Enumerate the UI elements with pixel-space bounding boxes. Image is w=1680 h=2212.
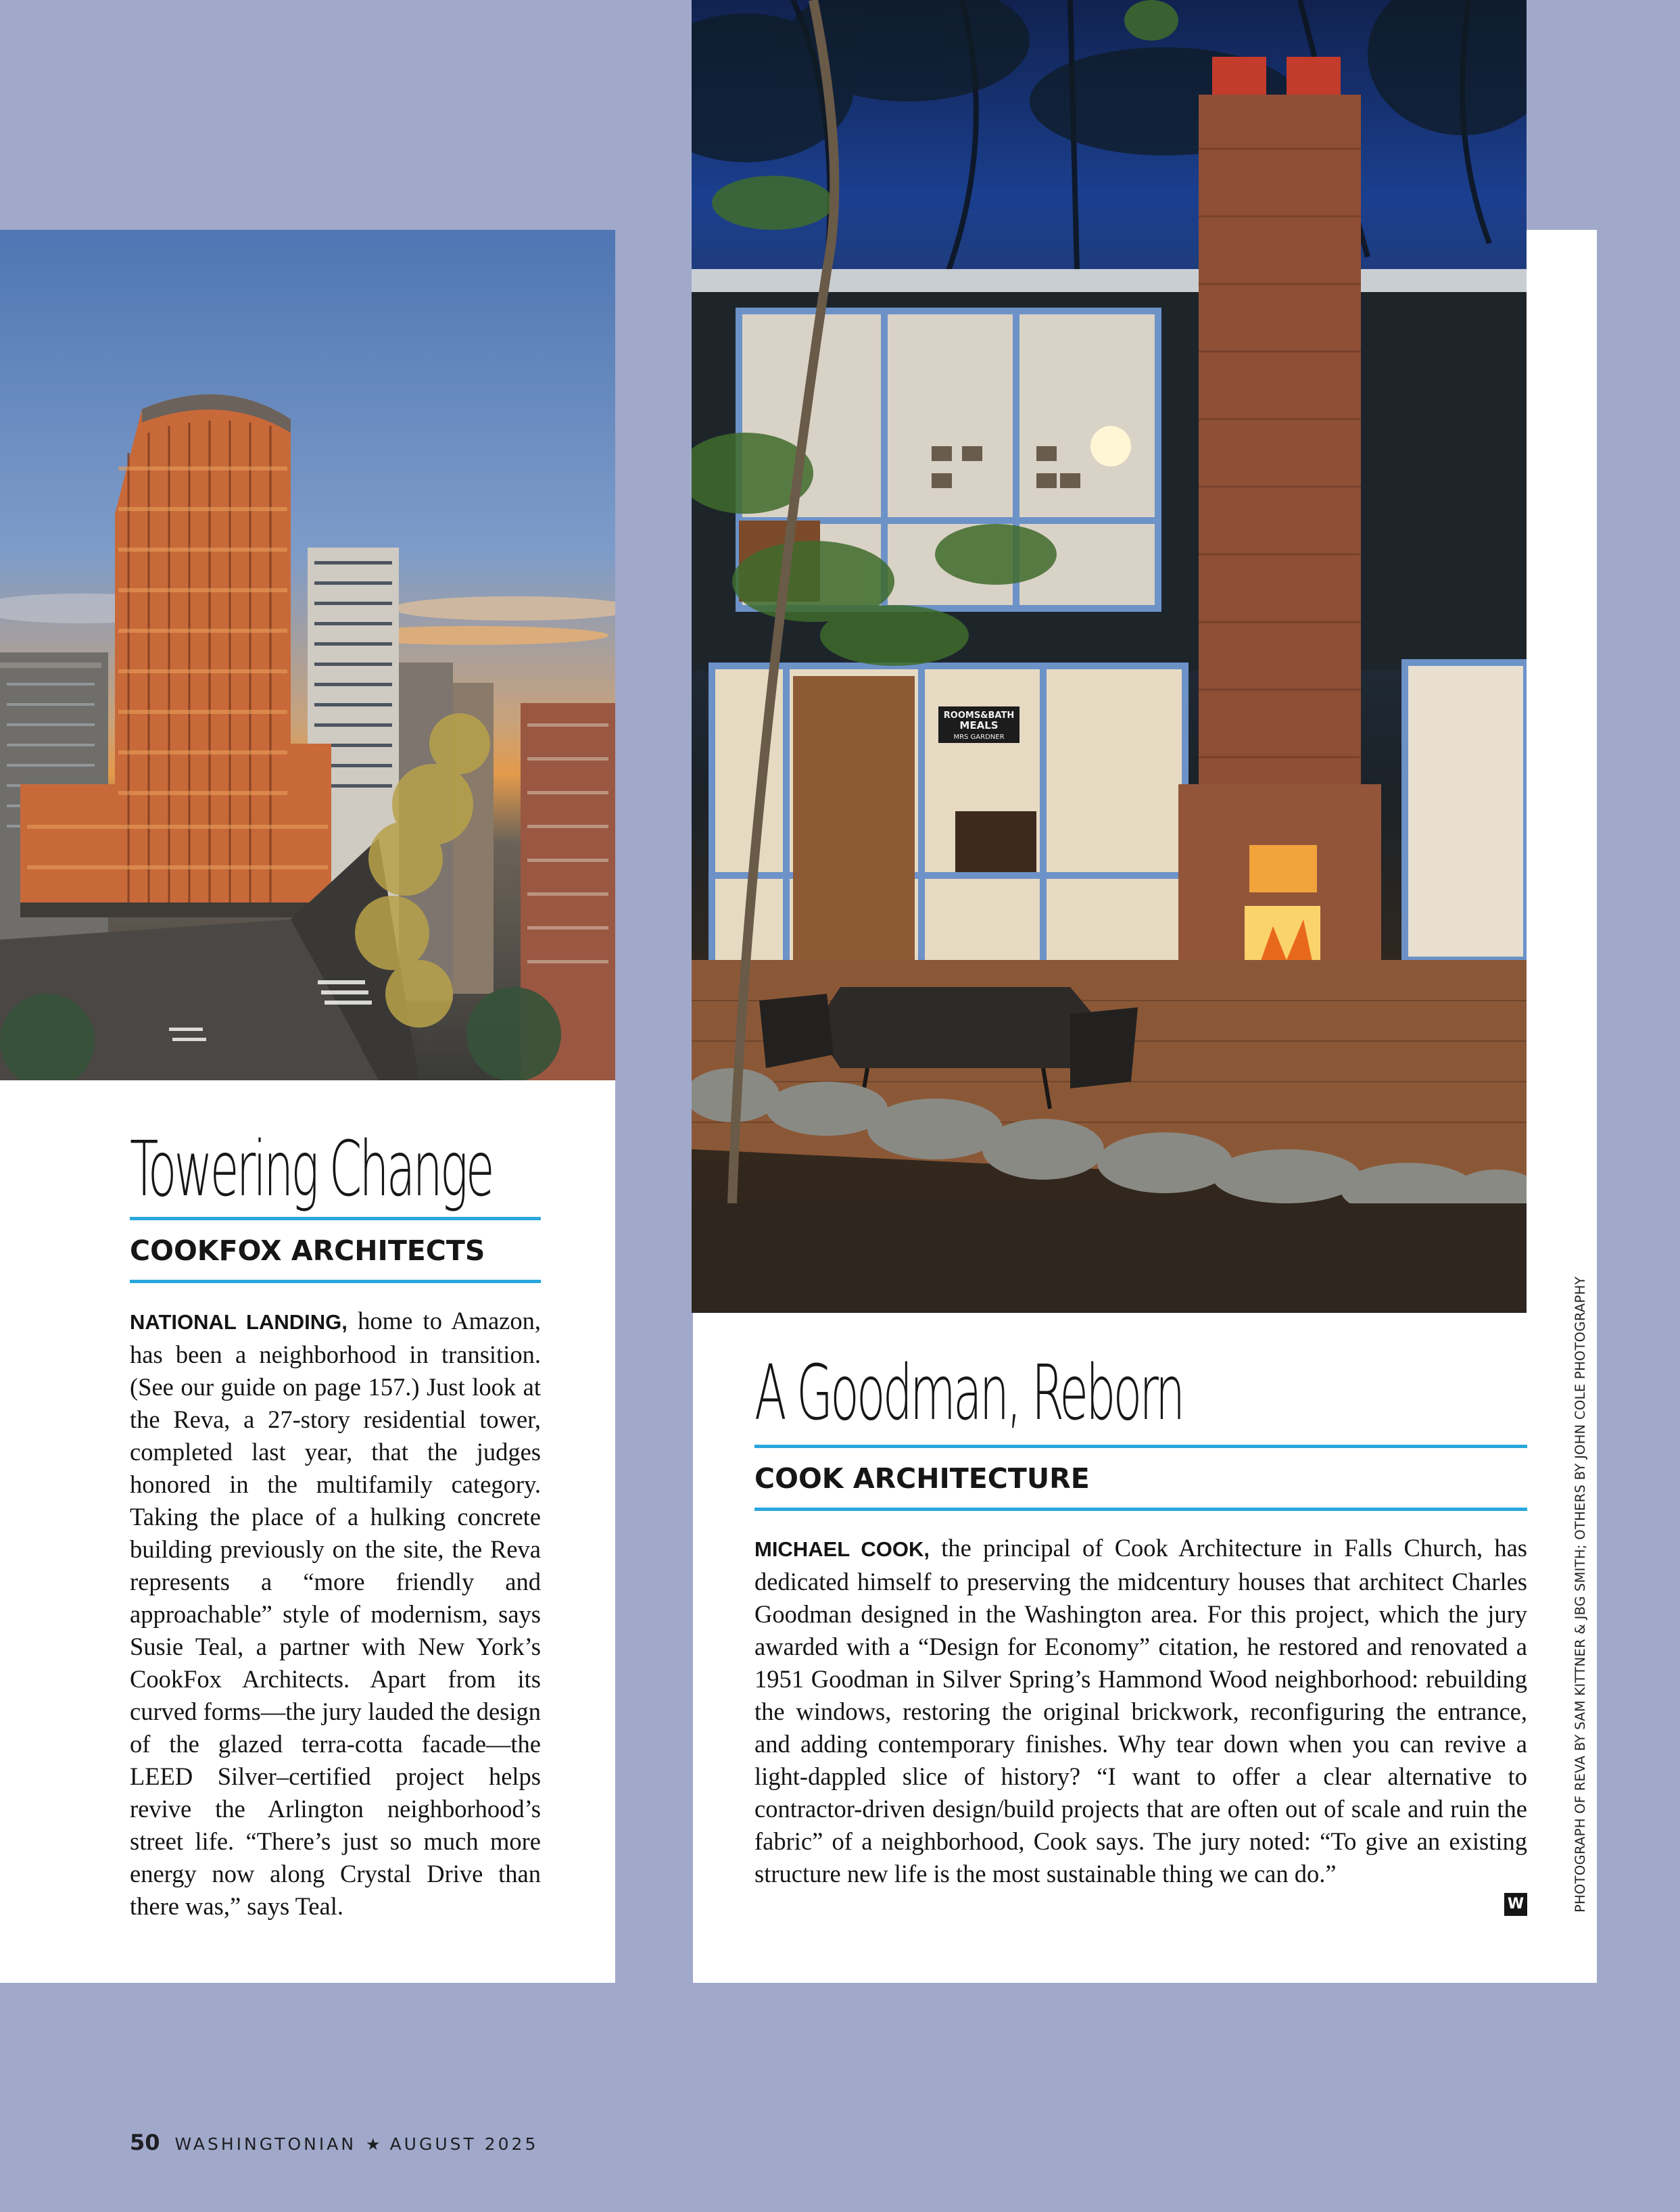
- left-body-text: home to Amazon, has been a neighborhood in transition. (See our guide on page 157.) Just look at the Reva, a 27-story residential tower, completed last year, that the judges honored in the multifamily category. Taking the place of a hulking concrete building previously on the site, the Reva represents a “more friendly and approachable” style of modernism, says Susie Teal, a partner with New York’s CookFox Architects. Apart from its curved forms—the jury lauded the design of the glazed terra-cotta facade—the LEED Silver–certified project helps revive the Arlington neighborhood’s street life. “There’s just so much more energy now along Crystal Drive than there was,” says Teal.: [130, 1307, 541, 1920]
- reva-tower-illustration: [0, 230, 615, 1080]
- right-body-text: the principal of Cook Architecture in Falls Church, has dedicated himself to preserving the midcentury houses that architect Charles Goodman designed in the Washington area. For this project, which the jury awarded with a “Design for Economy” citation, he restored and renovated a 1951 Goodman in Silver Spring’s Hammond Wood neighborhood: rebuilding the windows, restoring the original brickwork, reconfiguring the entrance, and adding contemporary finishes. Why tear down when you can revive a light-dappled slice of history? “I want to offer a clear alternative to contractor-driven design/build projects that are often out of scale and ruin the fabric” of a neighborhood, Cook says. The jury noted: “To give an existing structure new life is the most sustainable thing we can do.”: [754, 1534, 1527, 1888]
- page-number: 50: [130, 2130, 160, 2155]
- goodman-house-photo: [692, 0, 1527, 1313]
- issue-date: AUGUST 2025: [389, 2134, 539, 2154]
- page-folio: [130, 2130, 538, 2155]
- end-mark-icon: W: [1504, 1893, 1527, 1916]
- right-article-body: [754, 1532, 1527, 1890]
- left-firm-name: COOKFOX ARCHITECTS: [130, 1234, 485, 1267]
- left-lead-in: NATIONAL LANDING,: [130, 1310, 347, 1334]
- left-firm-rule: [130, 1280, 541, 1283]
- right-lead-in: MICHAEL COOK,: [754, 1537, 930, 1561]
- goodman-house-illustration: [692, 0, 1527, 1313]
- right-headline-rule: [754, 1445, 1527, 1448]
- sign-line-2: MEALS: [959, 719, 999, 731]
- sign-line-3: MRS GARDNER: [953, 734, 1005, 741]
- right-firm-name: COOK ARCHITECTURE: [754, 1462, 1090, 1495]
- photo-credit: PHOTOGRAPH OF REVA BY SAM KITTNER & JBG SMITH; OTHERS BY JOHN COLE PHOTOGRAPHY: [1573, 1276, 1588, 1913]
- right-firm-rule: [754, 1508, 1527, 1511]
- right-headline: A Goodman, Reborn: [754, 1349, 1183, 1437]
- reva-tower-photo: [0, 230, 615, 1080]
- publication-name: WASHINGTONIAN: [174, 2134, 357, 2154]
- star-icon: ★: [366, 2135, 381, 2154]
- sign-line-1: ROOMS&BATH: [943, 711, 1015, 721]
- left-headline: Towering Change: [130, 1126, 492, 1213]
- left-article-body: [130, 1305, 541, 1923]
- left-headline-rule: [130, 1217, 541, 1220]
